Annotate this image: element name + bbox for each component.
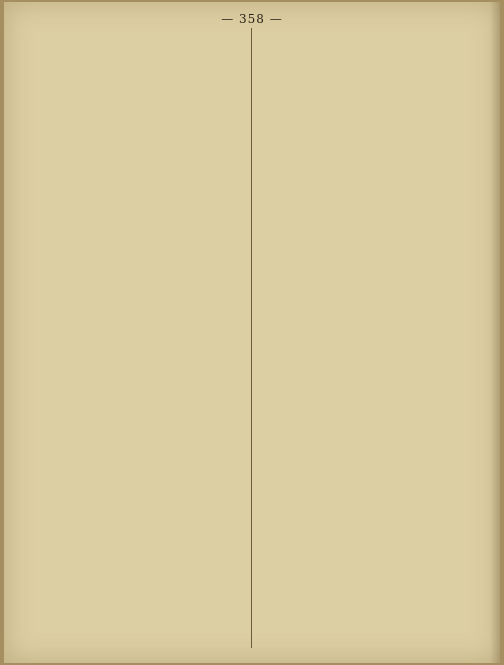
page-number: — 358 — bbox=[221, 12, 283, 26]
column-divider bbox=[251, 28, 252, 648]
document-page bbox=[4, 2, 500, 663]
text-column-left bbox=[24, 28, 242, 650]
text-column-right bbox=[260, 28, 478, 650]
page-edge-shadow bbox=[490, 2, 500, 663]
